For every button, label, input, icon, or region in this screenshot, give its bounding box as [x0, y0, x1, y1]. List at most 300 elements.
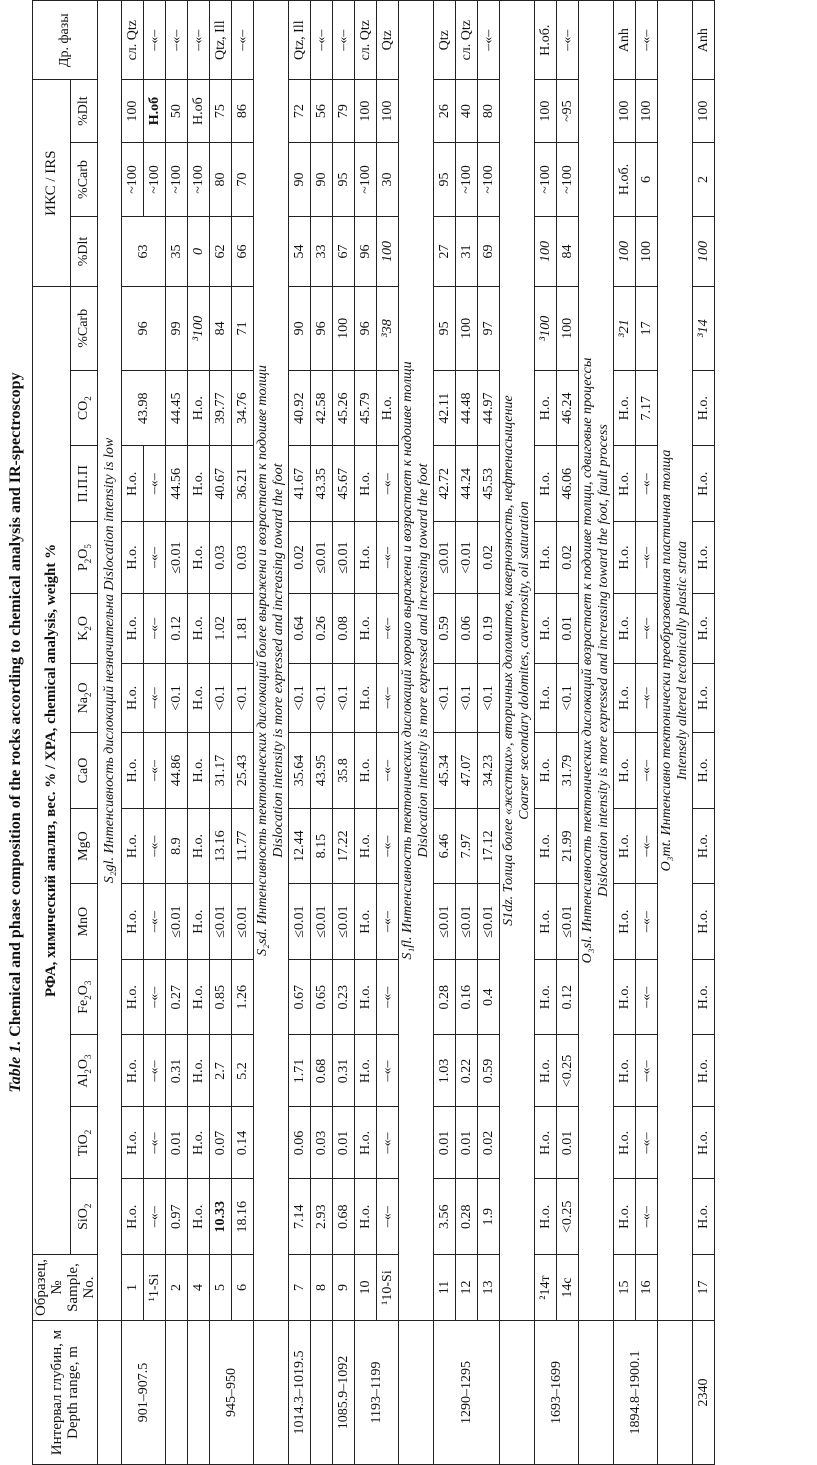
value-cell: 42.72: [434, 446, 456, 522]
value-cell: ~100: [456, 142, 478, 216]
value-cell: 13.16: [210, 808, 232, 884]
table-row: [311, 1, 333, 1465]
value-cell: Н.о.: [614, 1179, 636, 1255]
value-cell: Н.о.: [122, 884, 144, 960]
value-cell: 40: [456, 80, 478, 142]
irs-group-header: ИКС / IRS: [33, 80, 71, 286]
value-cell: ³38: [377, 286, 399, 370]
value-cell: 46.24: [557, 370, 579, 446]
sample-id-cell: 14c: [557, 1255, 579, 1321]
value-cell: 0.22: [456, 1035, 478, 1107]
value-cell: 100: [535, 80, 557, 142]
table-row: [122, 1, 144, 1465]
depth-cell: 1290–1295: [434, 1321, 500, 1465]
caption-text: Chemical and phase composition of the rocks according to chemical analysis and IR-spectroscopy: [7, 372, 24, 1037]
value-cell: 0.68: [333, 1179, 355, 1255]
value-cell: –«–: [377, 446, 399, 522]
value-cell: 0.08: [333, 594, 355, 664]
col-k2o: $K_2O$: [70, 594, 97, 664]
value-cell: Н.о.: [122, 1179, 144, 1255]
value-cell: Н.о.: [122, 959, 144, 1035]
value-cell: Qtz: [434, 1, 456, 80]
value-cell: 56: [311, 80, 333, 142]
value-cell: 0.4: [478, 959, 500, 1035]
table-row: [614, 1, 636, 1465]
value-cell: 0.97: [166, 1179, 188, 1255]
value-cell: 100: [636, 80, 658, 142]
value-cell: 0: [188, 217, 210, 287]
value-cell: –«–: [636, 1, 658, 80]
value-cell: 42.58: [311, 370, 333, 446]
value-cell: 75: [210, 80, 232, 142]
value-cell: ³100: [535, 286, 557, 370]
value-cell: Н.о.: [355, 959, 377, 1035]
value-cell: 10.33: [210, 1179, 232, 1255]
value-cell: 0.01: [557, 1107, 579, 1179]
value-cell: <0.25: [557, 1035, 579, 1107]
value-cell: 47.07: [456, 733, 478, 809]
value-cell: –«–: [636, 446, 658, 522]
value-cell: 7.97: [456, 808, 478, 884]
value-cell: ~100: [122, 142, 144, 216]
value-cell: 44.97: [478, 370, 500, 446]
section-s1fl: S₁fl. Интенсивность тектонических дислокаций хорошо выражена и возрастает к надошве толщи Dislocation intensity is more expressed and increasing toward the foot: [399, 1, 434, 1321]
value-cell: 44.56: [166, 446, 188, 522]
value-cell: 100: [355, 80, 377, 142]
value-cell: <0.25: [557, 1179, 579, 1255]
value-cell: 31.79: [557, 733, 579, 809]
value-cell: 97: [478, 286, 500, 370]
table-row: [333, 1, 355, 1465]
value-cell: Н.о.: [188, 1107, 210, 1179]
value-cell: –«–: [377, 522, 399, 594]
value-cell: 39.77: [210, 370, 232, 446]
value-cell: <0.1: [232, 663, 254, 733]
value-cell: –«–: [144, 663, 166, 733]
sample-id-cell: 2: [166, 1255, 188, 1321]
value-cell: ≤0.01: [289, 884, 311, 960]
value-cell: 0.12: [166, 594, 188, 664]
value-cell: 84: [210, 286, 232, 370]
depth-header-ru: Интервал глубин, м: [49, 1329, 65, 1456]
value-cell: 90: [311, 142, 333, 216]
value-cell: 80: [210, 142, 232, 216]
value-cell: 0.01: [166, 1107, 188, 1179]
depth-cell: 1193–1199: [355, 1321, 399, 1465]
value-cell: Н.о.: [188, 1035, 210, 1107]
value-cell: 35: [166, 217, 188, 287]
col-cao: CaO: [70, 733, 97, 809]
value-cell: 95: [333, 142, 355, 216]
table-row: [456, 1, 478, 1465]
value-cell: ≤0.01: [478, 884, 500, 960]
value-cell: Н.о.: [535, 1179, 557, 1255]
value-cell: Н.о.: [535, 1035, 557, 1107]
value-cell: –«–: [144, 594, 166, 664]
table-row: [289, 1, 311, 1465]
value-cell: Н.об.: [614, 142, 636, 216]
value-cell: 0.14: [232, 1107, 254, 1179]
value-cell: 95: [434, 286, 456, 370]
value-cell: 33: [311, 217, 333, 287]
value-cell: Н.о.: [693, 663, 715, 733]
value-cell: 8.15: [311, 808, 333, 884]
value-cell: 34.76: [232, 370, 254, 446]
value-cell: 1.26: [232, 959, 254, 1035]
value-cell: сл. Qtz: [122, 1, 144, 80]
value-cell: 0.28: [456, 1179, 478, 1255]
value-cell: 7.17: [636, 370, 658, 446]
value-cell: Н.о.: [693, 446, 715, 522]
value-cell: ≤0.01: [210, 884, 232, 960]
sample-header: [33, 1255, 98, 1321]
value-cell: 6.46: [434, 808, 456, 884]
value-cell: 0.02: [478, 1107, 500, 1179]
value-cell: 95: [434, 142, 456, 216]
value-cell: 0.02: [557, 522, 579, 594]
value-cell: 12.44: [289, 808, 311, 884]
value-cell: –«–: [636, 959, 658, 1035]
sample-id-cell: 16: [636, 1255, 658, 1321]
col-al2o3: $Al_2O_3$: [70, 1035, 97, 1107]
value-cell: 45.79: [355, 370, 377, 446]
depth-cell: 901–907.5: [122, 1321, 166, 1465]
col-sio2: SiO$_2$: [70, 1179, 97, 1255]
table-caption: [2, 0, 30, 1465]
table-row: [188, 1, 210, 1465]
col-tio2: TiO$_2$: [70, 1107, 97, 1179]
value-cell: 44.24: [456, 446, 478, 522]
col-mgo: MgO: [70, 808, 97, 884]
value-cell: 0.67: [289, 959, 311, 1035]
value-cell: –«–: [144, 1035, 166, 1107]
value-cell: 80: [478, 80, 500, 142]
value-cell: <0.01: [456, 522, 478, 594]
value-cell: 71: [232, 286, 254, 370]
value-cell: 7.14: [289, 1179, 311, 1255]
value-cell: 0.26: [311, 594, 333, 664]
value-cell: Н.об: [188, 80, 210, 142]
value-cell: 79: [333, 80, 355, 142]
sample-id-cell: 10: [355, 1255, 377, 1321]
value-cell: Н.о.: [188, 522, 210, 594]
value-cell: 0.03: [232, 522, 254, 594]
value-cell: Qtz, Ill: [289, 1, 311, 80]
value-cell: <0.1: [210, 663, 232, 733]
value-cell: Anh: [693, 1, 715, 80]
value-cell: 17.22: [333, 808, 355, 884]
depth-cell: 1085.9–1092: [333, 1321, 355, 1465]
value-cell: –«–: [144, 808, 166, 884]
sample-header-ru: Образец, №: [33, 1259, 65, 1317]
value-cell: Н.о.: [535, 733, 557, 809]
value-cell: <0.1: [434, 663, 456, 733]
value-cell: Н.о.: [535, 808, 557, 884]
value-cell: Н.о.: [355, 884, 377, 960]
other-phases-header: Др. фазы: [33, 1, 98, 80]
value-cell: Н.о.: [188, 594, 210, 664]
value-cell: <0.1: [289, 663, 311, 733]
value-cell: Н.о.: [188, 733, 210, 809]
value-cell: ≤0.01: [434, 522, 456, 594]
col-carb: %Carb: [70, 286, 97, 370]
value-cell: –«–: [166, 1, 188, 80]
value-cell: 45.67: [333, 446, 355, 522]
value-cell: 90: [289, 142, 311, 216]
value-cell: Н.о.: [535, 959, 557, 1035]
sample-id-cell: 8: [311, 1255, 333, 1321]
value-cell: –«–: [636, 808, 658, 884]
table-row: [232, 1, 254, 1465]
value-cell: Н.о.: [614, 1035, 636, 1107]
col-na2o: $Na_2O$: [70, 663, 97, 733]
value-cell: сл. Qtz: [456, 1, 478, 80]
value-cell: Н.о.: [614, 959, 636, 1035]
value-cell: ≤0.01: [311, 522, 333, 594]
value-cell: 86: [232, 80, 254, 142]
sample-id-cell: 9: [333, 1255, 355, 1321]
value-cell: 11.77: [232, 808, 254, 884]
value-cell: <0.1: [311, 663, 333, 733]
value-cell: 0.65: [311, 959, 333, 1035]
section-o3sl: O₃sl. Интенсивность тектонических дислокаций возрастает к подошве толщи, сдвиговые процессы Dislocation intensity is more expressed and increasing toward the foot, fault process: [579, 1, 614, 1321]
value-cell: 0.85: [210, 959, 232, 1035]
sample-id-cell: ¹1-Si: [144, 1255, 166, 1321]
value-cell: 100: [333, 286, 355, 370]
sample-id-cell: 11: [434, 1255, 456, 1321]
value-cell: –«–: [636, 522, 658, 594]
depth-cell: 1014.3–1019.5: [289, 1321, 311, 1465]
value-cell: ≤0.01: [311, 884, 333, 960]
value-cell: –«–: [144, 1179, 166, 1255]
sample-id-cell: 12: [456, 1255, 478, 1321]
value-cell: –«–: [636, 1035, 658, 1107]
value-cell: –«–: [377, 1107, 399, 1179]
value-cell: <0.1: [478, 663, 500, 733]
value-cell: 96: [122, 286, 166, 370]
value-cell: –«–: [636, 1107, 658, 1179]
value-cell: 96: [355, 217, 377, 287]
value-cell: Н.о.: [355, 1107, 377, 1179]
value-cell: ≤0.01: [557, 884, 579, 960]
value-cell: 0.28: [434, 959, 456, 1035]
value-cell: Н.о.: [188, 808, 210, 884]
value-cell: Н.о.: [535, 594, 557, 664]
value-cell: 100: [614, 80, 636, 142]
value-cell: Н.о.: [355, 1035, 377, 1107]
value-cell: Н.о.: [188, 663, 210, 733]
value-cell: 43.95: [311, 733, 333, 809]
value-cell: Н.о.: [377, 370, 399, 446]
value-cell: 0.12: [557, 959, 579, 1035]
value-cell: Н.о.: [535, 1107, 557, 1179]
value-cell: 31: [456, 217, 478, 287]
value-cell: 2.93: [311, 1179, 333, 1255]
value-cell: Н.о.: [122, 522, 144, 594]
value-cell: Н.о.: [693, 884, 715, 960]
value-cell: 66: [232, 217, 254, 287]
value-cell: 100: [456, 286, 478, 370]
value-cell: Н.о.: [355, 1179, 377, 1255]
value-cell: 46.06: [557, 446, 579, 522]
value-cell: 0.27: [166, 959, 188, 1035]
section-s1dz: S1dz. Толща более «жестких», вторичных доломитов, кавернозность, нефтенасыщение Coarser secondary dolomites, cavernosity, oil saturation: [500, 1, 535, 1321]
value-cell: 100: [636, 217, 658, 287]
table-row: [210, 1, 232, 1465]
section-s2sd: S₂sd. Интенсивность тектонических дислокаций более выражена и возрастает к подошве толщи Dislocation intensity is more expressed and increasing toward the foot: [254, 1, 289, 1321]
value-cell: Н.о.: [614, 663, 636, 733]
value-cell: 0.31: [333, 1035, 355, 1107]
caption-label: Table 1.: [7, 1040, 24, 1093]
value-cell: 44.48: [456, 370, 478, 446]
value-cell: ~100: [144, 142, 166, 216]
value-cell: 36.21: [232, 446, 254, 522]
value-cell: 100: [377, 80, 399, 142]
value-cell: 31.17: [210, 733, 232, 809]
value-cell: ≤0.01: [166, 522, 188, 594]
value-cell: Qtz, Ill: [210, 1, 232, 80]
value-cell: Н.о.: [355, 808, 377, 884]
value-cell: 0.59: [478, 1035, 500, 1107]
value-cell: Н.о.: [122, 1107, 144, 1179]
sample-header-en: Sample, No.: [65, 1263, 97, 1312]
value-cell: –«–: [333, 1, 355, 80]
value-cell: 0.03: [210, 522, 232, 594]
value-cell: 17.12: [478, 808, 500, 884]
value-cell: ~100: [478, 142, 500, 216]
value-cell: 25.43: [232, 733, 254, 809]
value-cell: 26: [434, 80, 456, 142]
value-cell: –«–: [636, 663, 658, 733]
value-cell: 0.01: [456, 1107, 478, 1179]
sample-id-cell: 7: [289, 1255, 311, 1321]
value-cell: 40.67: [210, 446, 232, 522]
value-cell: Н.о.: [188, 1179, 210, 1255]
sample-id-cell: 15: [614, 1255, 636, 1321]
value-cell: 96: [311, 286, 333, 370]
value-cell: ≤0.01: [232, 884, 254, 960]
table-row: [535, 1, 557, 1465]
value-cell: 67: [333, 217, 355, 287]
value-cell: Н.о.: [535, 884, 557, 960]
value-cell: 44.86: [166, 733, 188, 809]
value-cell: Anh: [614, 1, 636, 80]
value-cell: –«–: [636, 594, 658, 664]
col-dlt-irs: %Dlt: [70, 80, 97, 142]
value-cell: 100: [535, 217, 557, 287]
value-cell: Н.о.: [355, 522, 377, 594]
value-cell: Н.о.: [614, 370, 636, 446]
value-cell: Н.о.: [355, 446, 377, 522]
sample-id-cell: 4: [188, 1255, 210, 1321]
depth-cell: 2340: [693, 1321, 715, 1465]
value-cell: –«–: [636, 733, 658, 809]
value-cell: 40.92: [289, 370, 311, 446]
value-cell: 1.9: [478, 1179, 500, 1255]
value-cell: Н.о.: [122, 446, 144, 522]
value-cell: Н.о.: [693, 1179, 715, 1255]
value-cell: Н.о.: [355, 594, 377, 664]
value-cell: –«–: [144, 522, 166, 594]
value-cell: <0.1: [456, 663, 478, 733]
value-cell: –«–: [144, 733, 166, 809]
value-cell: –«–: [144, 1, 166, 80]
value-cell: Н.о.: [122, 1035, 144, 1107]
value-cell: Н.о.: [693, 1035, 715, 1107]
chem-group-header: РФА, химический анализ, вес. % / XPA, chemical analysis, weight %: [33, 286, 71, 1254]
value-cell: 2.7: [210, 1035, 232, 1107]
value-cell: 45.53: [478, 446, 500, 522]
value-cell: 54: [289, 217, 311, 287]
value-cell: –«–: [478, 1, 500, 80]
value-cell: –«–: [377, 733, 399, 809]
value-cell: 90: [289, 286, 311, 370]
value-cell: Н.о.: [535, 522, 557, 594]
value-cell: 63: [122, 217, 166, 287]
value-cell: 0.01: [557, 594, 579, 664]
value-cell: Н.о.: [535, 446, 557, 522]
value-cell: 35.64: [289, 733, 311, 809]
value-cell: 35.8: [333, 733, 355, 809]
value-cell: Н.о.: [614, 733, 636, 809]
col-ppp: П.П.П: [70, 446, 97, 522]
value-cell: ~95: [557, 80, 579, 142]
value-cell: Н.о.: [188, 446, 210, 522]
value-cell: 0.06: [456, 594, 478, 664]
value-cell: Н.о.: [693, 1107, 715, 1179]
value-cell: Н.о.: [122, 808, 144, 884]
value-cell: 30: [377, 142, 399, 216]
value-cell: ≤0.01: [333, 522, 355, 594]
value-cell: 45.34: [434, 733, 456, 809]
value-cell: –«–: [144, 446, 166, 522]
table-row: [355, 1, 377, 1465]
value-cell: 1.71: [289, 1035, 311, 1107]
table-row: [377, 1, 399, 1465]
value-cell: –«–: [144, 1107, 166, 1179]
value-cell: 62: [210, 217, 232, 287]
col-p2o5: $P_2O_5$: [70, 522, 97, 594]
value-cell: 0.02: [478, 522, 500, 594]
depth-header: [33, 1321, 98, 1465]
value-cell: 43.98: [122, 370, 166, 446]
value-cell: –«–: [232, 1, 254, 80]
value-cell: 99: [166, 286, 188, 370]
value-cell: –«–: [188, 1, 210, 80]
sample-id-cell: ²14т: [535, 1255, 557, 1321]
value-cell: 21.99: [557, 808, 579, 884]
value-cell: –«–: [377, 1035, 399, 1107]
col-carb-irs: %Carb: [70, 142, 97, 216]
value-cell: Н.о.: [122, 663, 144, 733]
value-cell: 41.67: [289, 446, 311, 522]
table-row: [478, 1, 500, 1465]
value-cell: Н.о.: [693, 959, 715, 1035]
value-cell: ~100: [535, 142, 557, 216]
depth-cell: 945–950: [210, 1321, 254, 1465]
depth-cell: 1693–1699: [535, 1321, 579, 1465]
value-cell: <0.1: [557, 663, 579, 733]
value-cell: –«–: [636, 884, 658, 960]
value-cell: 0.23: [333, 959, 355, 1035]
value-cell: Н.о.: [188, 370, 210, 446]
value-cell: 6: [636, 142, 658, 216]
sample-id-cell: 17: [693, 1255, 715, 1321]
value-cell: 42.11: [434, 370, 456, 446]
value-cell: Н.о.: [693, 522, 715, 594]
value-cell: Н.о.: [355, 663, 377, 733]
table-row: [166, 1, 188, 1465]
